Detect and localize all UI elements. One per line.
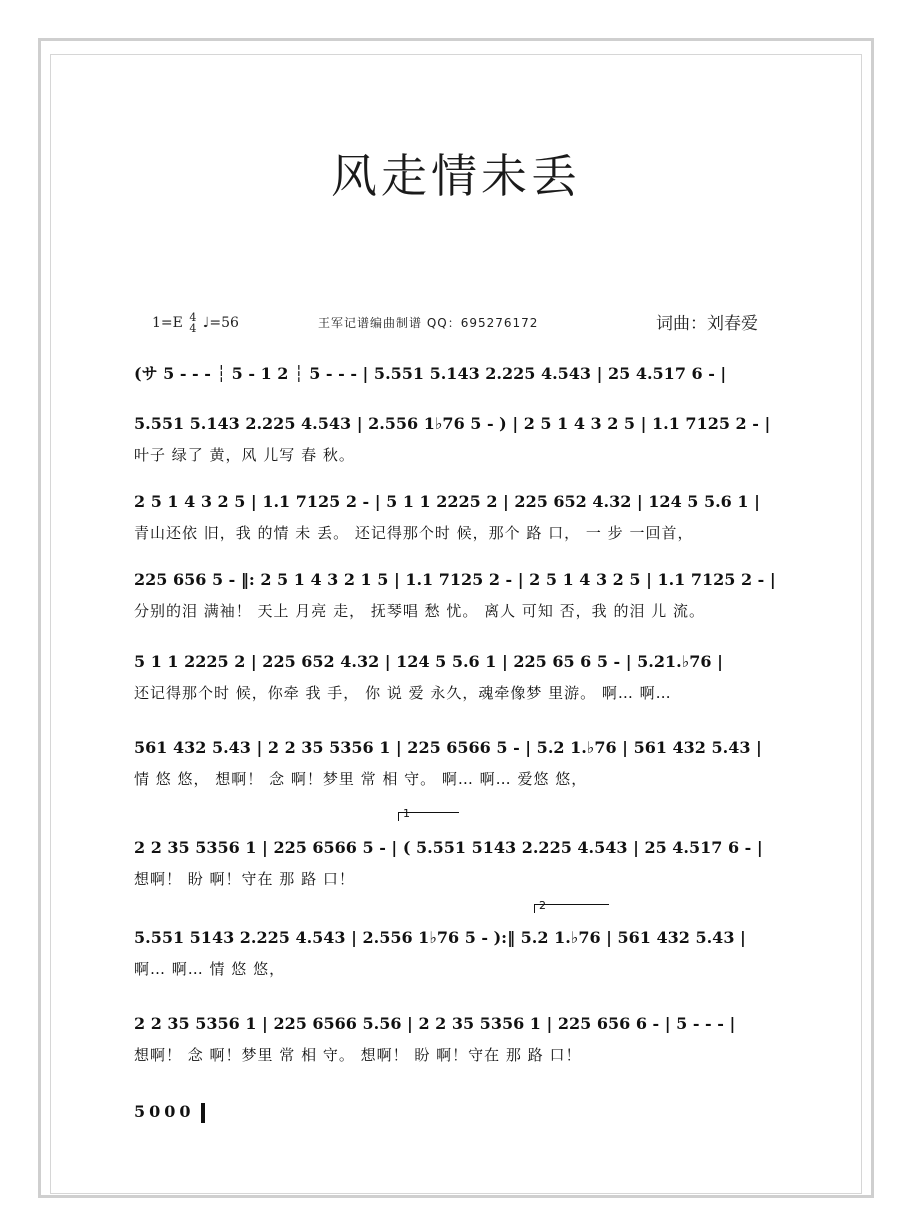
notation-line: 2 2 35 5356 1 | 225 6566 5.56 | 2 2 35 5356 1 | 225 656 6 - | 5 - - - |	[134, 1014, 736, 1033]
final-barline	[201, 1103, 205, 1123]
volta-first-ending: 1	[398, 812, 459, 821]
notation-line: 561 432 5.43 | 2 2 35 5356 1 | 225 6566 5 - | 5.2 1.♭76 | 561 432 5.43 |	[134, 738, 762, 757]
notation-line: 2 5 1 4 3 2 5 | 1.1 7125 2 - | 5 1 1 2225 2 | 225 652 4.32 | 124 5 5.6 1 |	[134, 492, 760, 511]
key-label: 1=E	[152, 315, 183, 331]
notation-line: 5.551 5.143 2.225 4.543 | 2.556 1♭76 5 - ) | 2 5 1 4 3 2 5 | 1.1 7125 2 - |	[134, 414, 771, 433]
lyric-line: 青山还依 旧，我 的情 未 丢。 还记得那个时 候，那个 路 口， 一 步 一回首，	[134, 524, 694, 542]
notation-line: (サ 5 - - - ┆ 5 - 1 2 ┆ 5 - - - | 5.551 5.143 2.225 4.543 | 25 4.517 6 - |	[134, 364, 727, 383]
lyric-line: 情 悠 悠， 想啊！ 念 啊！梦里 常 相 守。 啊… 啊… 爱悠 悠，	[134, 770, 588, 788]
volta-second-ending: 2	[534, 904, 609, 913]
song-title: 风走情未丢	[331, 149, 581, 203]
key-signature	[152, 312, 239, 334]
lyric-line: 叶子 绿了 黄，风 儿写 春 秋。	[134, 446, 355, 464]
arranger-credit: 王军记谱编曲制谱 QQ：695276172	[318, 316, 539, 330]
lyric-line: 想啊！ 念 啊！梦里 常 相 守。 想啊！ 盼 啊！守在 那 路 口！	[134, 1046, 582, 1064]
notation-line: 5.551 5143 2.225 4.543 | 2.556 1♭76 5 - ):‖ 5.2 1.♭76 | 561 432 5.43 |	[134, 928, 746, 947]
lyric-line: 分别的泪 满袖！ 天上 月亮 走， 抚琴唱 愁 忧。 离人 可知 否，我 的泪 儿 流。	[134, 602, 705, 620]
final-measure	[134, 1102, 205, 1123]
tempo-label: ♩=56	[202, 315, 239, 331]
lyric-line: 还记得那个时 候，你牵 我 手， 你 说 爱 永久，魂牵像梦 里游。 啊… 啊…	[134, 684, 672, 702]
notation-line: 225 656 5 - ‖: 2 5 1 4 3 2 1 5 | 1.1 7125 2 - | 2 5 1 4 3 2 5 | 1.1 7125 2 - |	[134, 570, 776, 589]
time-signature: 4 4	[189, 311, 197, 335]
final-notes: 5000	[134, 1102, 195, 1121]
notation-line: 5 1 1 2225 2 | 225 652 4.32 | 124 5 5.6 1 | 225 65 6 5 - | 5.21.♭76 |	[134, 652, 723, 671]
lyric-line: 想啊！ 盼 啊！守在 那 路 口！	[134, 870, 355, 888]
lyric-line: 啊… 啊… 情 悠 悠，	[134, 960, 286, 978]
notation-line: 2 2 35 5356 1 | 225 6566 5 - | ( 5.551 5143 2.225 4.543 | 25 4.517 6 - |	[134, 838, 763, 857]
lyricist-credit: 词曲：刘春爱	[656, 314, 758, 334]
